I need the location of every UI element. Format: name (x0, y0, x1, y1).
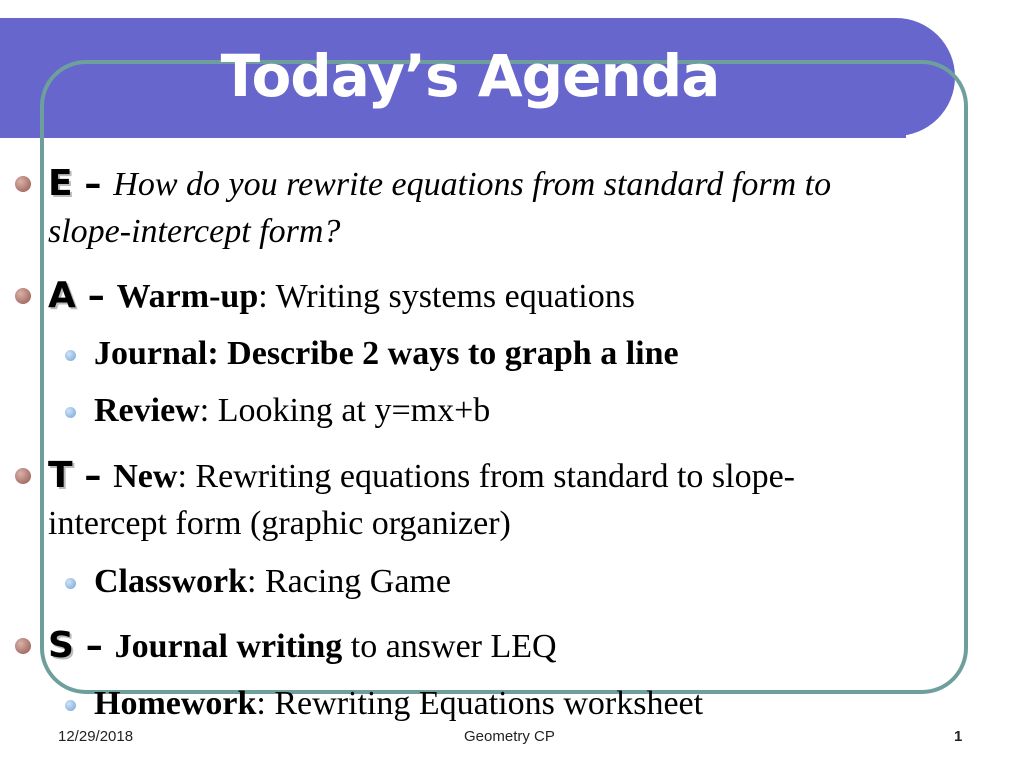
sub-item-homework (94, 684, 703, 724)
agenda-item-a (48, 276, 635, 317)
agenda-a-label: Warm-up (116, 278, 259, 315)
agenda-dash: – (72, 456, 114, 496)
sub-item-review (94, 391, 490, 431)
sub-item-journal-label: Journal: Describe 2 ways to graph a line (94, 335, 679, 372)
agenda-s-text: to answer LEQ (342, 628, 557, 665)
agenda-item-s (48, 626, 557, 667)
agenda-item-t (48, 456, 795, 497)
bullet-dot (15, 638, 31, 654)
footer-page-number: 1 (954, 728, 963, 745)
footer-course: Geometry CP (464, 728, 555, 745)
agenda-e-text-line1: How do you rewrite equations from standard form to (113, 166, 832, 203)
sub-bullet-dot (65, 700, 76, 711)
sub-item-homework-label: Homework (94, 685, 257, 722)
agenda-t-text: : Rewriting equations from standard to slope- (177, 458, 795, 495)
agenda-letter-e: E (48, 163, 73, 204)
sub-item-homework-text: : Rewriting Equations worksheet (256, 685, 704, 722)
sub-bullet-dot (65, 578, 76, 589)
agenda-t-text-line2: intercept form (graphic organizer) (48, 505, 511, 542)
sub-bullet-dot (65, 407, 76, 418)
sub-item-journal (94, 334, 679, 374)
sub-item-classwork-text: : Racing Game (247, 563, 451, 600)
agenda-letter-a: A (48, 275, 76, 316)
sub-item-review-label: Review (94, 392, 200, 429)
agenda-a-text: : Writing systems equations (258, 278, 635, 315)
bullet-dot (15, 176, 31, 192)
bullet-dot (15, 288, 31, 304)
agenda-dash: – (75, 276, 117, 316)
slide-title: Today’s Agenda (220, 42, 720, 110)
sub-item-classwork-label: Classwork (94, 563, 248, 600)
agenda-t-label: New (113, 458, 178, 495)
bullet-dot (15, 468, 31, 484)
agenda-letter-t: T (48, 455, 73, 496)
agenda-dash: – (72, 164, 114, 204)
sub-item-review-text: : Looking at y=mx+b (199, 392, 491, 429)
agenda-e-text-line2: slope-intercept form? (48, 213, 341, 250)
agenda-letter-s: S (48, 625, 74, 666)
sub-bullet-dot (65, 350, 76, 361)
agenda-s-label: Journal writing (114, 628, 343, 665)
footer-date: 12/29/2018 (58, 728, 134, 745)
sub-item-classwork (94, 562, 451, 602)
agenda-item-e (48, 164, 831, 205)
agenda-dash: – (73, 626, 115, 666)
